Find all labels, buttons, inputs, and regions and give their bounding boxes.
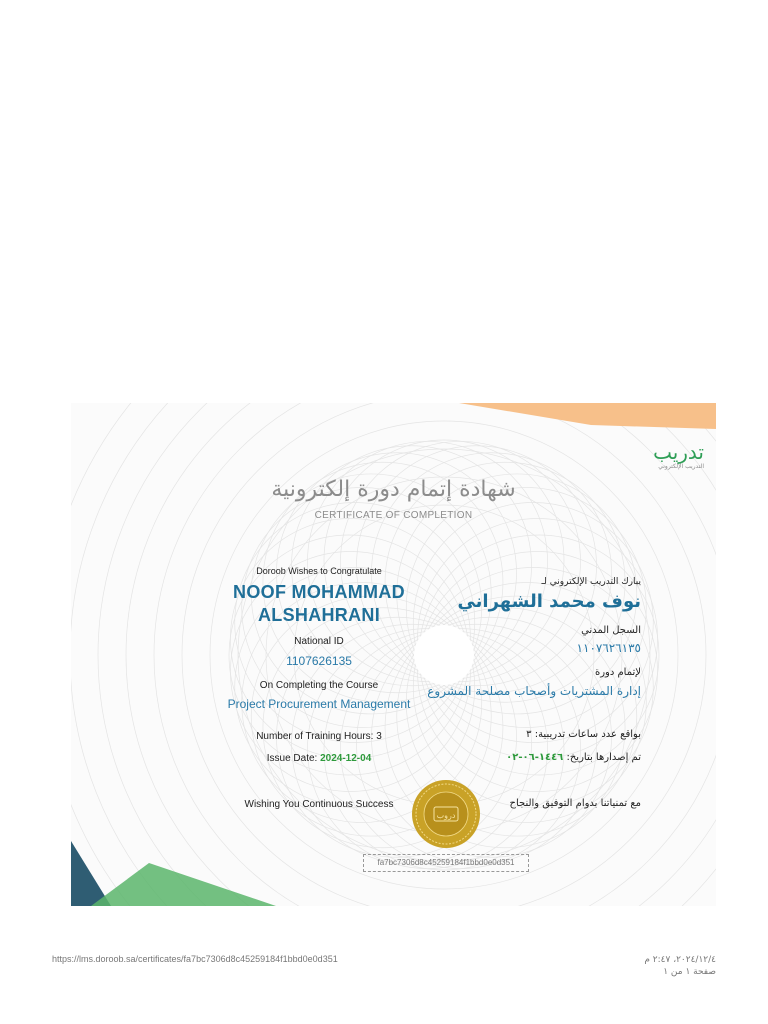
national-id-en: 1107626135 [286, 654, 352, 668]
green-accent [91, 863, 276, 906]
brand-tagline: التدريب الإلكتروني [658, 463, 704, 470]
footer-url[interactable]: https://lms.doroob.sa/certificates/fa7bc7306d8c45259184f1bbd0e0d351 [52, 954, 338, 964]
certificate [71, 403, 716, 906]
footer-info [644, 954, 716, 978]
issue-date-row-en [189, 753, 449, 764]
brand-logo [653, 441, 704, 470]
course-name-en: Project Procurement Management [227, 697, 411, 711]
gold-seal-icon [411, 779, 481, 849]
footer-datetime: ٢٠٢٤/١٢/٤، ٢:٤٧ م [644, 955, 716, 965]
issue-date-label-ar: تم إصدارها بتاريخ: [566, 752, 641, 763]
top-orange-accent [459, 403, 716, 429]
certificate-title-ar: شهادة إتمام دورة إلكترونية [271, 477, 516, 502]
national-id-label-en: National ID [294, 636, 344, 647]
course-name-ar: إدارة المشتريات وأصحاب مصلحة المشروع [427, 684, 641, 698]
recipient-name-ar: نوف محمد الشهراني [457, 591, 641, 612]
seal-text: دروب [436, 811, 456, 820]
issue-date-row-ar [416, 752, 641, 763]
recipient-name-en-line1: NOOF MOHAMMAD [233, 582, 405, 602]
certificate-title-en: CERTIFICATE OF COMPLETION [314, 510, 473, 521]
congratulate-en: Doroob Wishes to Congratulate [256, 566, 382, 576]
recipient-name-en-line2: ALSHAHRANI [258, 605, 380, 625]
wish-ar: مع تمنياتنا بدوام التوفيق والنجاح [509, 798, 641, 809]
congratulate-ar: يبارك التدريب الإلكتروني لـ [541, 577, 641, 587]
certificate-code: fa7bc7306d8c45259184f1bbd0e0d351 [363, 854, 529, 872]
issue-date-label-en: Issue Date: [266, 753, 318, 764]
completing-label-en: On Completing the Course [259, 680, 379, 691]
footer-page-number: صفحة ١ من ١ [663, 967, 716, 977]
training-hours-en: Number of Training Hours: 3 [256, 731, 382, 742]
wish-en: Wishing You Continuous Success [244, 799, 394, 810]
training-hours-ar: بواقع عدد ساعات تدريبية: ٣ [526, 729, 641, 740]
issue-date-ar: ١٤٤٦-٠٦-٠٢ [506, 752, 564, 763]
national-id-label-ar: السجل المدني [581, 625, 641, 636]
brand-name: تدريب [653, 440, 704, 464]
issue-date-en: 2024-12-04 [320, 753, 372, 764]
national-id-ar: ١١٠٧٦٢٦١٣٥ [576, 641, 641, 655]
completing-label-ar: لإتمام دورة [594, 667, 641, 678]
